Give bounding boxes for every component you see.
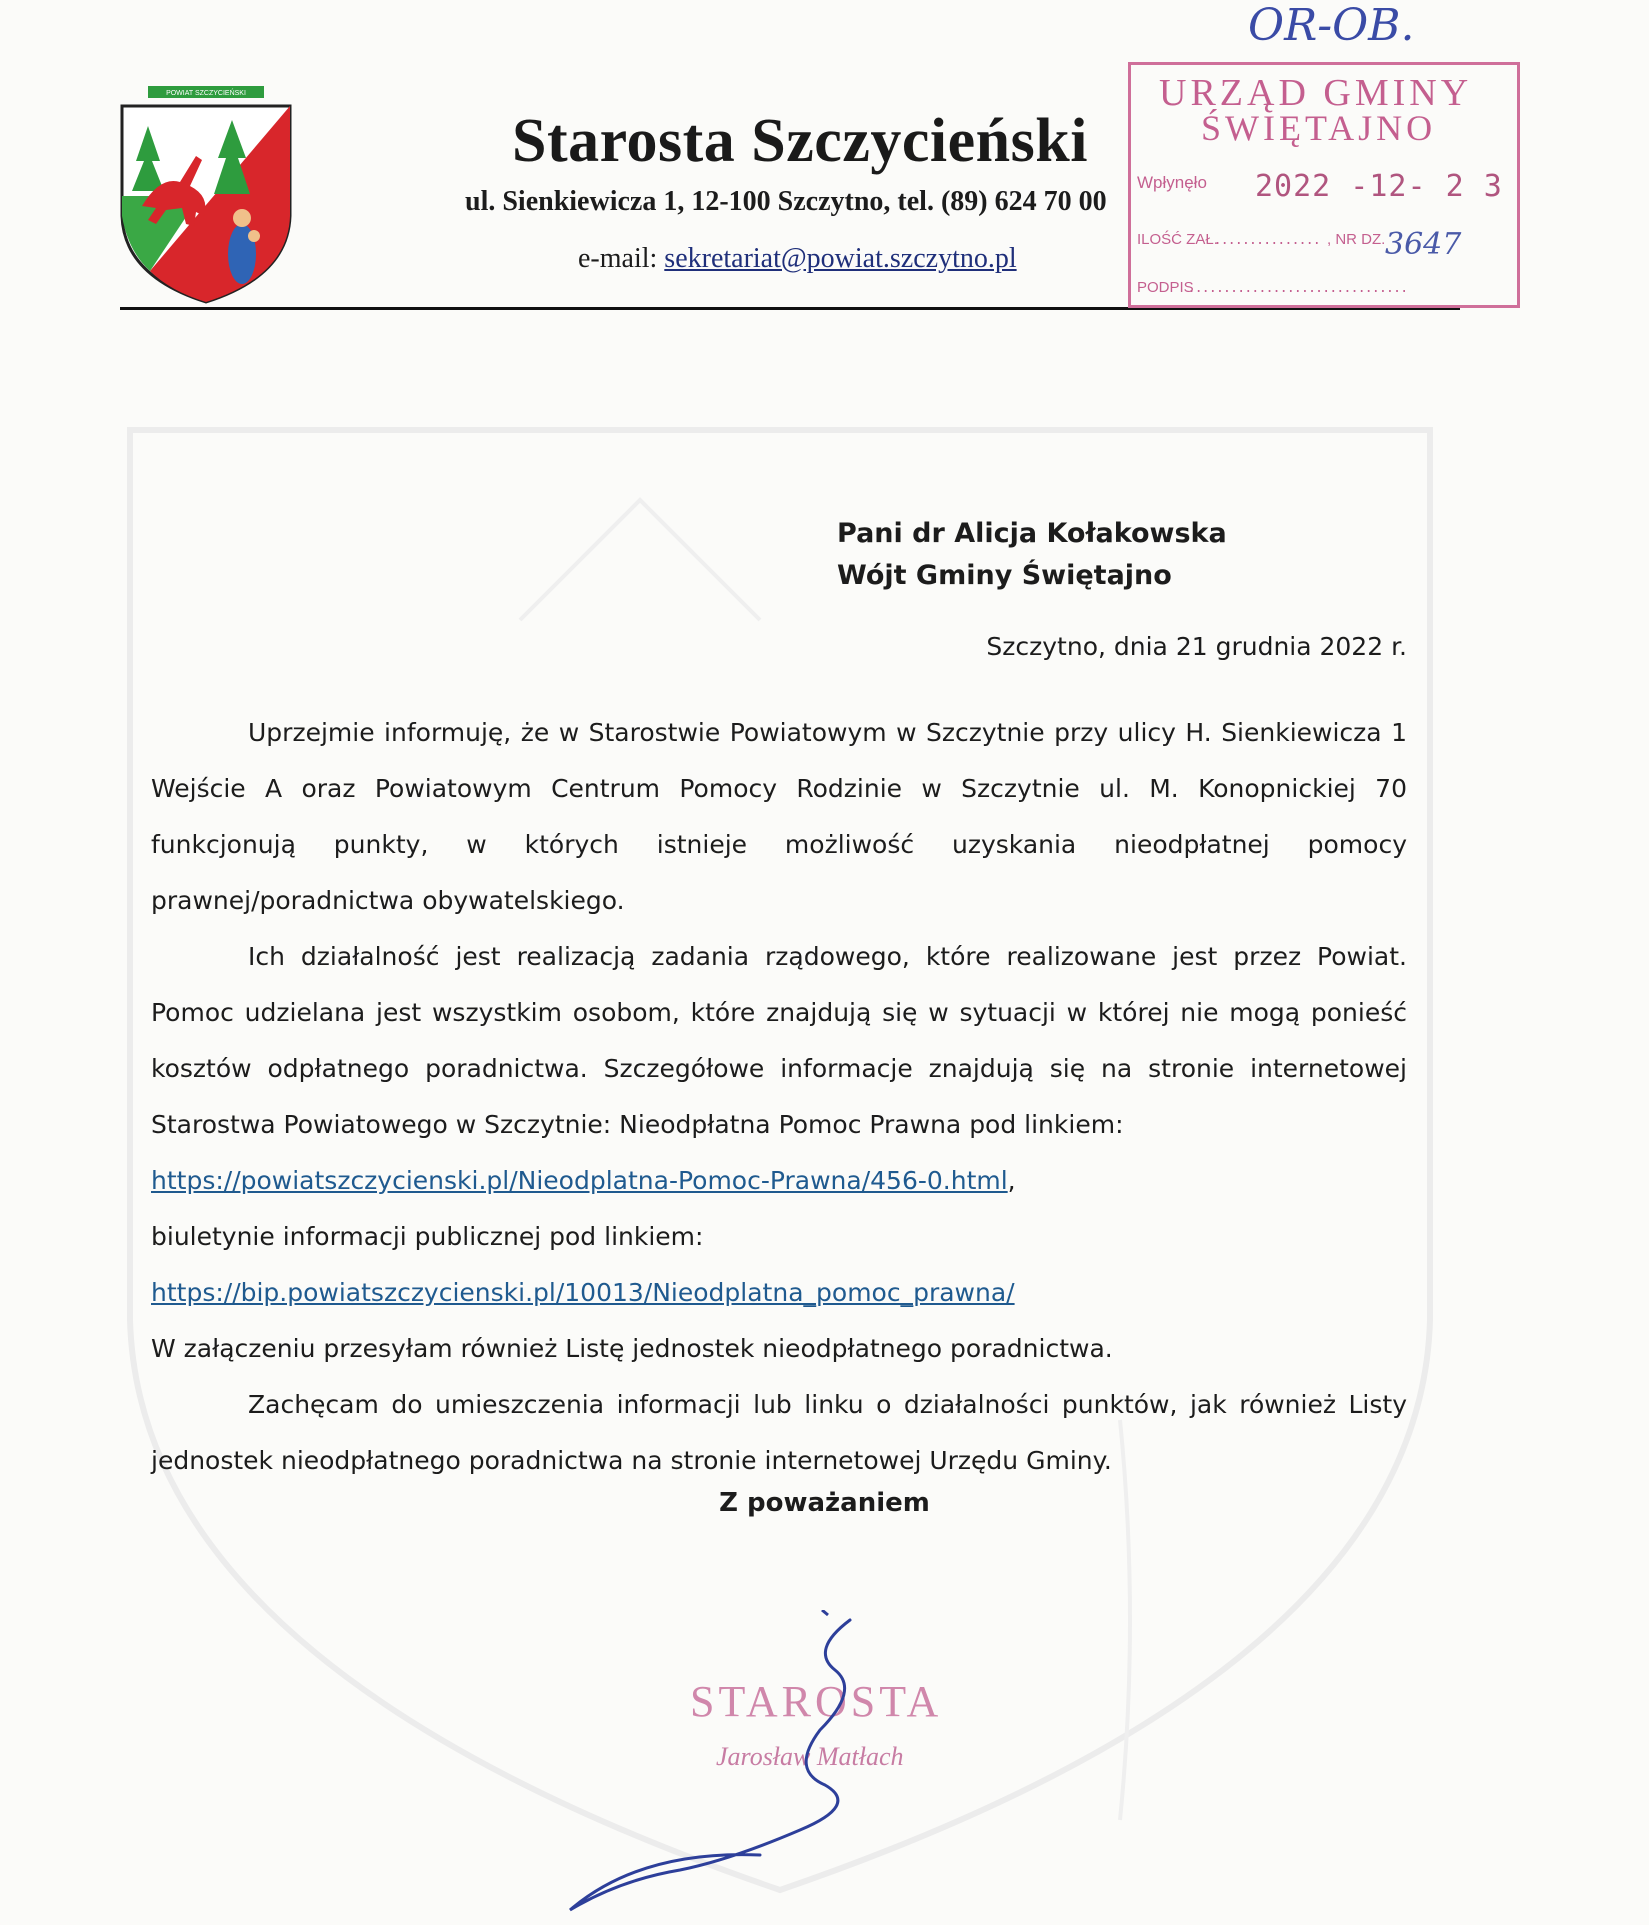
bip-line: biuletynie informacji publicznej pod linkiem: [151, 1222, 704, 1251]
stamp-municipality: ŚWIĘTAJNO [1201, 108, 1437, 148]
link-line-2 [151, 1265, 1407, 1321]
stamp-count-label: ILOŚĆ ZAŁ. [1137, 231, 1218, 248]
paragraph-1: Uprzejmie informuję, że w Starostwie Powiatowym w Szczytnie przy ulicy H. Sienkiewicza 1 Wejście A oraz Powiatowym Centrum Pomocy Rodzinie w Szczytnie ul. M. Konopnickiej 70 funkcjonują punkty, w których istnieje możliwość uzyskania nieodpłatnej pomocy prawnej/poradnictwa obywatelskiego. [151, 718, 1407, 915]
recipient-name: Pani dr Alicja Kołakowska [837, 518, 1227, 549]
stamp-signature-dots: ............................... [1189, 277, 1409, 296]
crest-banner-text: POWIAT SZCZYCIEŃSKI [166, 90, 246, 97]
legal-aid-page-link[interactable]: https://powiatszczycienski.pl/Nieodplatna-Pomoc-Prawna/456-0.html [151, 1166, 1008, 1195]
letterhead-address: ul. Sienkiewicza 1, 12-100 Szczytno, tel. (89) 624 70 00 [465, 186, 1107, 217]
stamp-count-dots: ............... [1215, 229, 1322, 248]
place-and-date: Szczytno, dnia 21 grudnia 2022 r. [986, 632, 1407, 661]
bip-legal-aid-link[interactable]: https://bip.powiatszczycienski.pl/10013/Nieodplatna_pomoc_prawna/ [151, 1278, 1015, 1307]
crest-logo-icon [120, 86, 292, 304]
stamp-number-label: , NR DZ. [1327, 231, 1386, 248]
signature-stamp-name: Jarosław Matłach [716, 1742, 904, 1771]
email-link[interactable]: sekretariat@powiat.szczytno.pl [664, 243, 1017, 274]
stamp-signature-label: PODPIS [1137, 279, 1194, 296]
handwritten-signature-icon [560, 1610, 960, 1920]
letterhead-title: Starosta Szczycieński [512, 107, 1088, 175]
signature-stamp-title: STAROSTA [690, 1677, 943, 1726]
link-line-1 [151, 1153, 1407, 1209]
attachment-line: W załączeniu przesyłam również Listę jednostek nieodpłatnego poradnictwa. [151, 1334, 1113, 1363]
handwritten-reference-note: OR-OB. [1248, 0, 1415, 51]
paragraph-3: Zachęcam do umieszczenia informacji lub linku o działalności punktów, jak również Listy jednostek nieodpłatnego poradnictwa na stronie internetowej Urzędu Gminy. [151, 1390, 1407, 1475]
stamp-number-value: 3647 [1385, 227, 1462, 262]
recipient-title: Wójt Gminy Świętajno [837, 560, 1172, 591]
stamp-date: 2022 -12- 2 3 [1255, 169, 1503, 204]
link-1-suffix: , [1007, 1166, 1016, 1195]
stamp-received-label: Wpłynęło [1137, 173, 1207, 192]
closing-salutation: Z poważaniem [719, 1488, 930, 1518]
recipient-block [837, 513, 1227, 597]
stamp-office-name: URZĄD GMINY [1159, 72, 1473, 114]
letterhead-email [578, 243, 1017, 275]
email-label: e-mail: [578, 243, 658, 274]
letter-body [151, 705, 1407, 1489]
received-stamp [1128, 62, 1520, 308]
paragraph-2: Ich działalność jest realizacją zadania rządowego, które realizowane jest przez Powiat. Pomoc udzielana jest wszystkim osobom, które znajdują się w sytuacji w której nie mogą ponieść kosztów odpłatnego poradnictwa. Szczegółowe informacje znajdują się na stronie internetowej Starostwa Powiatowego w Szczytnie: Nieodpłatna Pomoc Prawna pod linkiem: [151, 942, 1407, 1139]
